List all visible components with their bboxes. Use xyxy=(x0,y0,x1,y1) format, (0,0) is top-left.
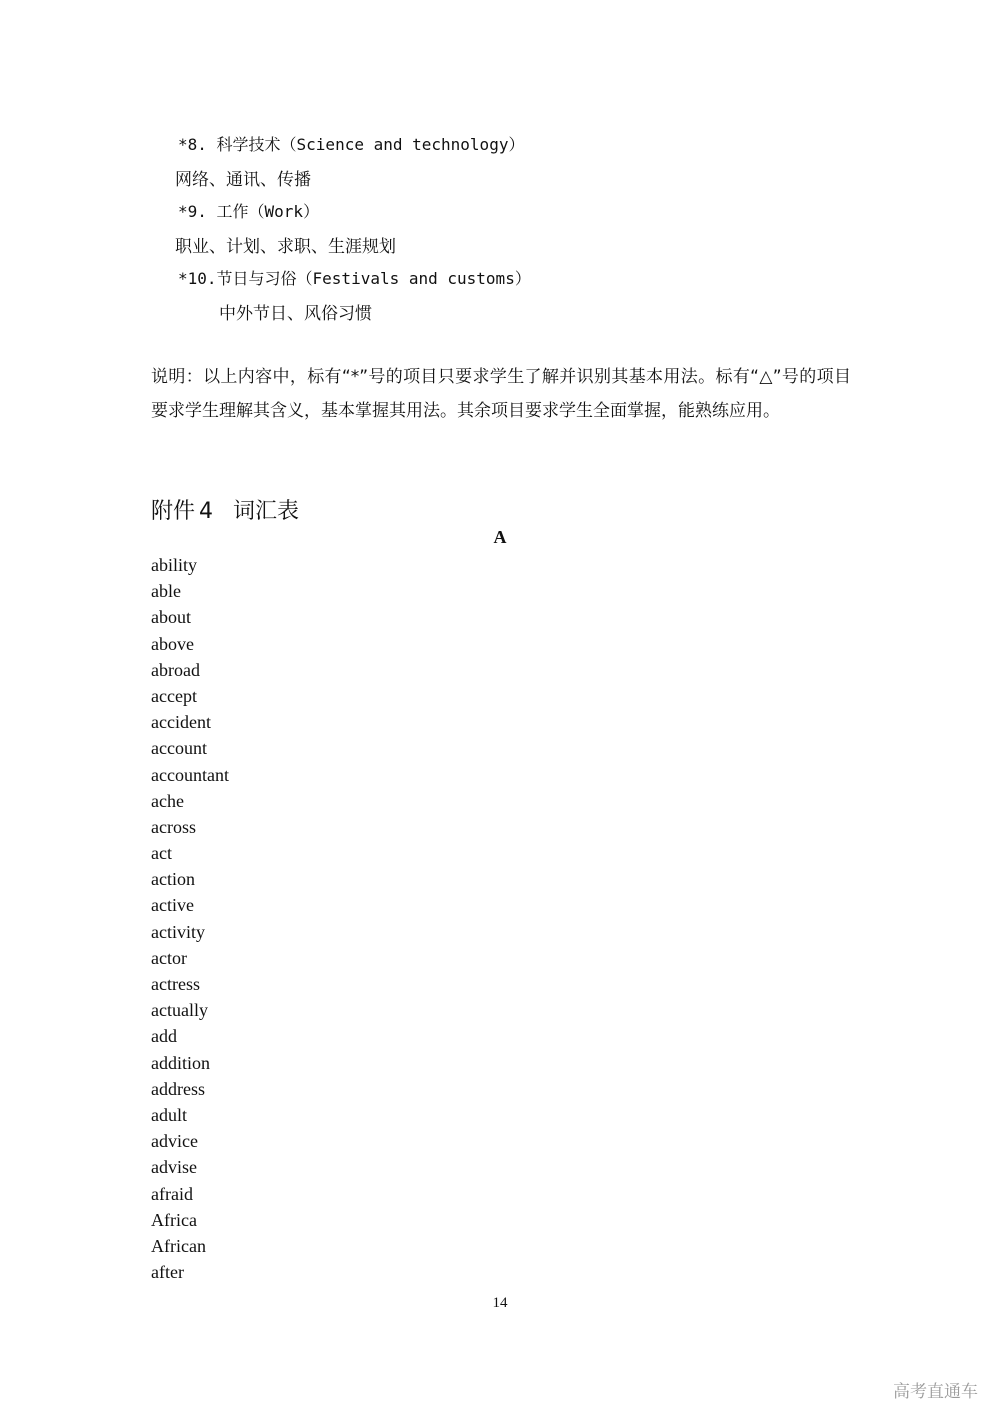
topic-item-festivals: *10.节日与习俗（Festivals and customs） xyxy=(178,269,531,288)
topic-item-work: *9. 工作（Work） xyxy=(178,202,320,221)
vocabulary-word: accountant xyxy=(151,764,229,785)
vocabulary-word: advise xyxy=(151,1157,197,1178)
page-number: 14 xyxy=(492,1295,508,1311)
vocabulary-word: active xyxy=(151,895,194,916)
vocabulary-word: above xyxy=(151,633,194,654)
vocabulary-word: address xyxy=(151,1078,205,1099)
section-number: 4 xyxy=(199,499,214,524)
section-name: 词汇表 xyxy=(233,499,300,524)
vocabulary-word: adult xyxy=(151,1104,187,1125)
vocabulary-word: activity xyxy=(151,921,205,942)
vocabulary-word: ability xyxy=(151,555,197,575)
watermark-text: 高考直通车 xyxy=(893,1382,978,1402)
vocabulary-word: account xyxy=(151,738,207,759)
vocabulary-word: actor xyxy=(151,947,187,968)
vocabulary-word: accident xyxy=(151,712,211,733)
topic-detail-work: 职业、计划、求职、生涯规划 xyxy=(175,237,396,257)
vocabulary-word: Africa xyxy=(151,1209,197,1230)
topic-detail-science: 网络、通讯、传播 xyxy=(175,170,311,190)
vocabulary-word: actress xyxy=(151,974,200,994)
explanation-note: 说明：以上内容中，标有“*”号的项目只要求学生了解并识别其基本用法。标有“△”号的项目要求学生理解其含义，基本掌握其用法。其余项目要求学生全面掌握，能熟练应用。 xyxy=(151,367,851,421)
section-title xyxy=(151,494,299,525)
vocabulary-word: across xyxy=(151,816,196,837)
vocabulary-word: accept xyxy=(151,685,197,706)
vocabulary-word: addition xyxy=(151,1052,210,1073)
letter-heading: A xyxy=(493,527,507,547)
vocabulary-word: add xyxy=(151,1026,177,1047)
vocabulary-word: able xyxy=(151,581,181,602)
vocabulary-word: abroad xyxy=(151,659,200,680)
vocabulary-word: afraid xyxy=(151,1183,193,1204)
vocabulary-word: after xyxy=(151,1262,184,1283)
vocabulary-word: act xyxy=(151,843,172,864)
section-prefix: 附件 xyxy=(151,499,196,524)
vocabulary-word: African xyxy=(151,1235,206,1256)
vocabulary-word: advice xyxy=(151,1131,198,1152)
topic-detail-festivals: 中外节日、风俗习惯 xyxy=(219,304,372,324)
vocabulary-list xyxy=(151,553,229,1286)
vocabulary-word: actually xyxy=(151,1000,208,1021)
vocabulary-word: action xyxy=(151,869,195,890)
topic-item-science: *8. 科学技术（Science and technology） xyxy=(178,135,525,154)
vocabulary-word: about xyxy=(151,607,191,628)
vocabulary-word: ache xyxy=(151,790,184,811)
